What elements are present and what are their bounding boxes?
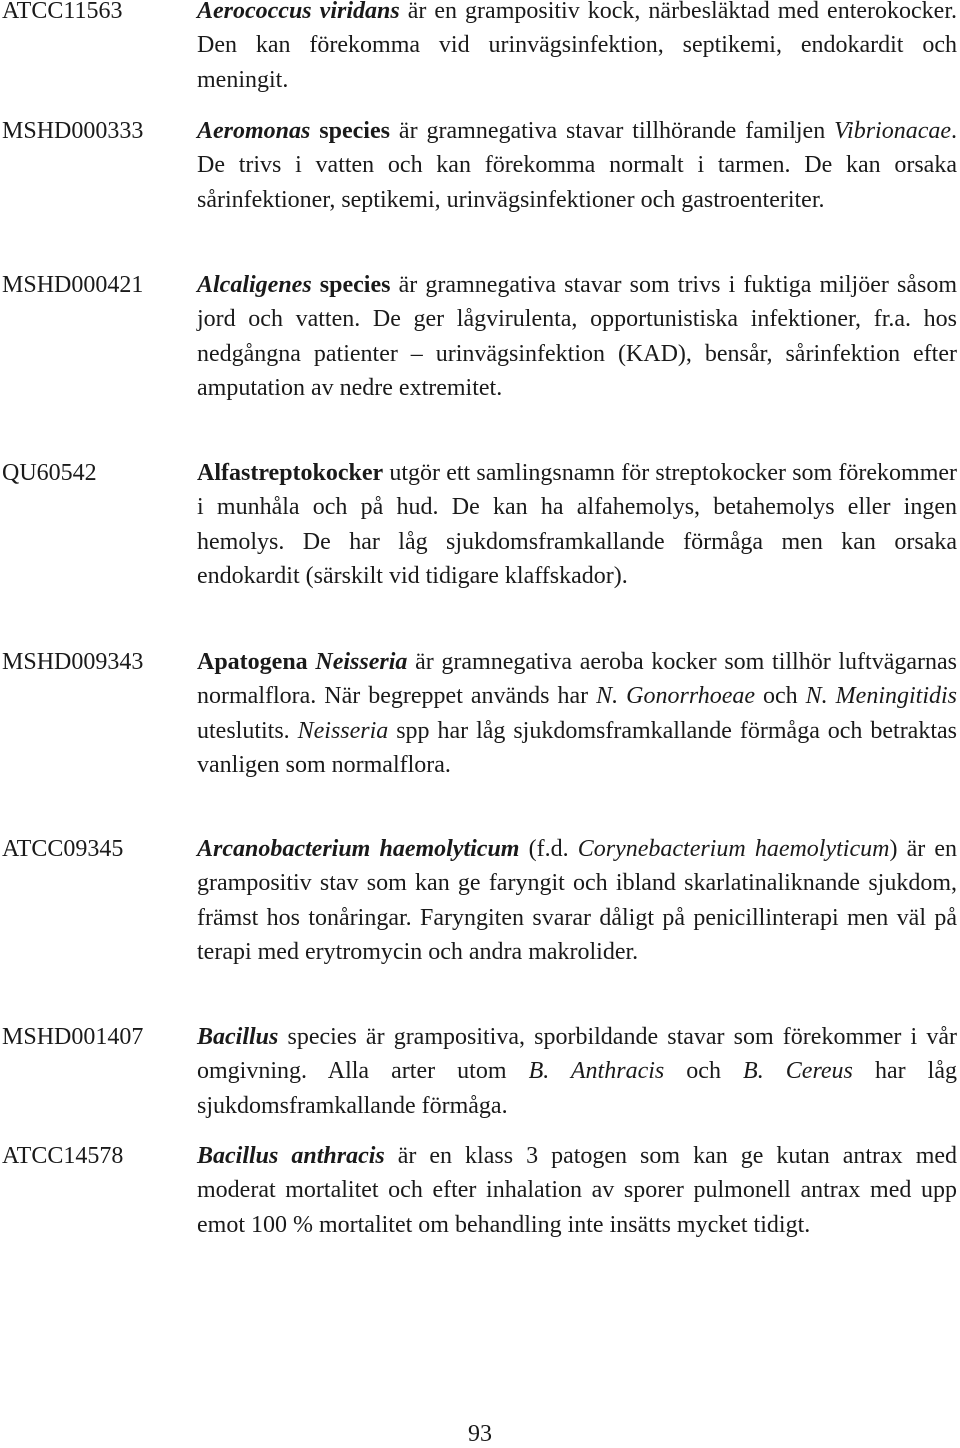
description-segment: species är grampositiva, sporbildande stavar som förekommer i vår omgivning. Alla arter utom [197, 1024, 957, 1085]
entry-code: QU60542 [2, 460, 97, 486]
entry-description [197, 456, 957, 593]
description-segment: är en grampositiv kock, närbesläktad med enterokocker. Den kan förekomma vid urinvägsinfektion, septikemi, endokardit och meningit. [197, 0, 957, 93]
description-segment: Bacillus [197, 1024, 279, 1050]
description-segment: Alfastreptokocker [197, 460, 384, 486]
entry-description [197, 268, 957, 405]
description-segment: ) är en grampositiv stav som kan ge faryngit och ibland skarlatinaliknande sjukdom, främst hos tonåringar. Faryngiten svarar dåligt på penicillinterapi men väl på terapi med erytromycin och andra makrolider. [197, 836, 958, 965]
description-segment: Aerococcus viridans [197, 0, 400, 24]
description-segment: Apatogena [197, 649, 316, 675]
entry-description [197, 1020, 957, 1123]
entry-code: ATCC11563 [2, 0, 123, 24]
description-segment: Bacillus anthracis [197, 1143, 385, 1169]
entry-code: MSHD000421 [2, 272, 144, 298]
description-segment: Neisseria [297, 717, 389, 744]
description-segment: (f.d. [519, 836, 578, 862]
entry-description [197, 114, 957, 217]
description-segment: Neisseria [315, 649, 408, 675]
description-segment: N. Gonorrhoeae [596, 683, 756, 710]
description-segment: uteslutits. [197, 717, 298, 744]
entry-code: ATCC14578 [2, 1143, 124, 1169]
description-segment: B. Anthracis [528, 1058, 665, 1085]
description-segment: Aeromonas [197, 118, 311, 144]
description-segment: och [664, 1058, 744, 1085]
description-segment: Corynebacterium haemolyticum [577, 836, 890, 862]
description-segment: Alcaligenes [197, 272, 312, 298]
description-segment: har låg sjukdomsframkallande förmåga. [197, 1058, 958, 1119]
description-segment: spp har låg sjukdomsframkallande förmåga och betraktas vanligen som normalflora. [197, 717, 957, 778]
entry-description [197, 0, 957, 97]
description-segment: species [310, 118, 390, 144]
description-segment: är gramnegativa stavar tillhörande familjen [389, 118, 835, 144]
description-segment: N. Meningitidis [805, 683, 957, 710]
description-segment: är gramnegativa stavar som trivs i fuktiga miljöer såsom jord och vatten. De ger lågvirulenta, opportunistiska infektioner, fr.a. hos nedgångna patienter – urinvägsinfektion (KAD), bensår, sårinfektion efter amputation av nedre extremitet. [197, 272, 957, 401]
entry-code: MSHD001407 [2, 1024, 144, 1050]
description-segment: Vibrionacae [834, 118, 951, 144]
entry-code: MSHD000333 [2, 118, 144, 144]
description-segment: Arcanobacterium haemolyticum [197, 836, 520, 862]
page-number: 93 [468, 1421, 492, 1447]
description-segment: är en klass 3 patogen som kan ge kutan antrax med moderat mortalitet och efter inhalation av sporer pulmonell antrax med upp emot 100 % mortalitet om behandling inte insätts mycket tidigt. [197, 1143, 958, 1238]
entry-description [197, 1139, 957, 1242]
description-segment: och [755, 683, 806, 710]
entry-code: MSHD009343 [2, 649, 144, 675]
description-segment: är gramnegativa aeroba kocker som tillhör luftvägarnas normalflora. När begreppet används har [197, 649, 957, 710]
entry-description [197, 832, 957, 969]
entry-description [197, 645, 957, 782]
entry-code: ATCC09345 [2, 836, 124, 862]
description-segment: B. Cereus [743, 1058, 853, 1085]
description-segment: species [311, 272, 391, 298]
description-segment: utgör ett samlingsnamn för streptokocker som förekommer i munhåla och på hud. De kan ha alfahemolys, betahemolys eller ingen hemolys. De har låg sjukdomsframkallande förmåga men kan orsaka endokardit (särskilt vid tidigare klaffskador). [197, 460, 957, 589]
description-segment: . De trivs i vatten och kan förekomma normalt i tarmen. De kan orsaka sårinfektioner, septikemi, urinvägsinfektioner och gastroenteriter. [197, 118, 957, 213]
